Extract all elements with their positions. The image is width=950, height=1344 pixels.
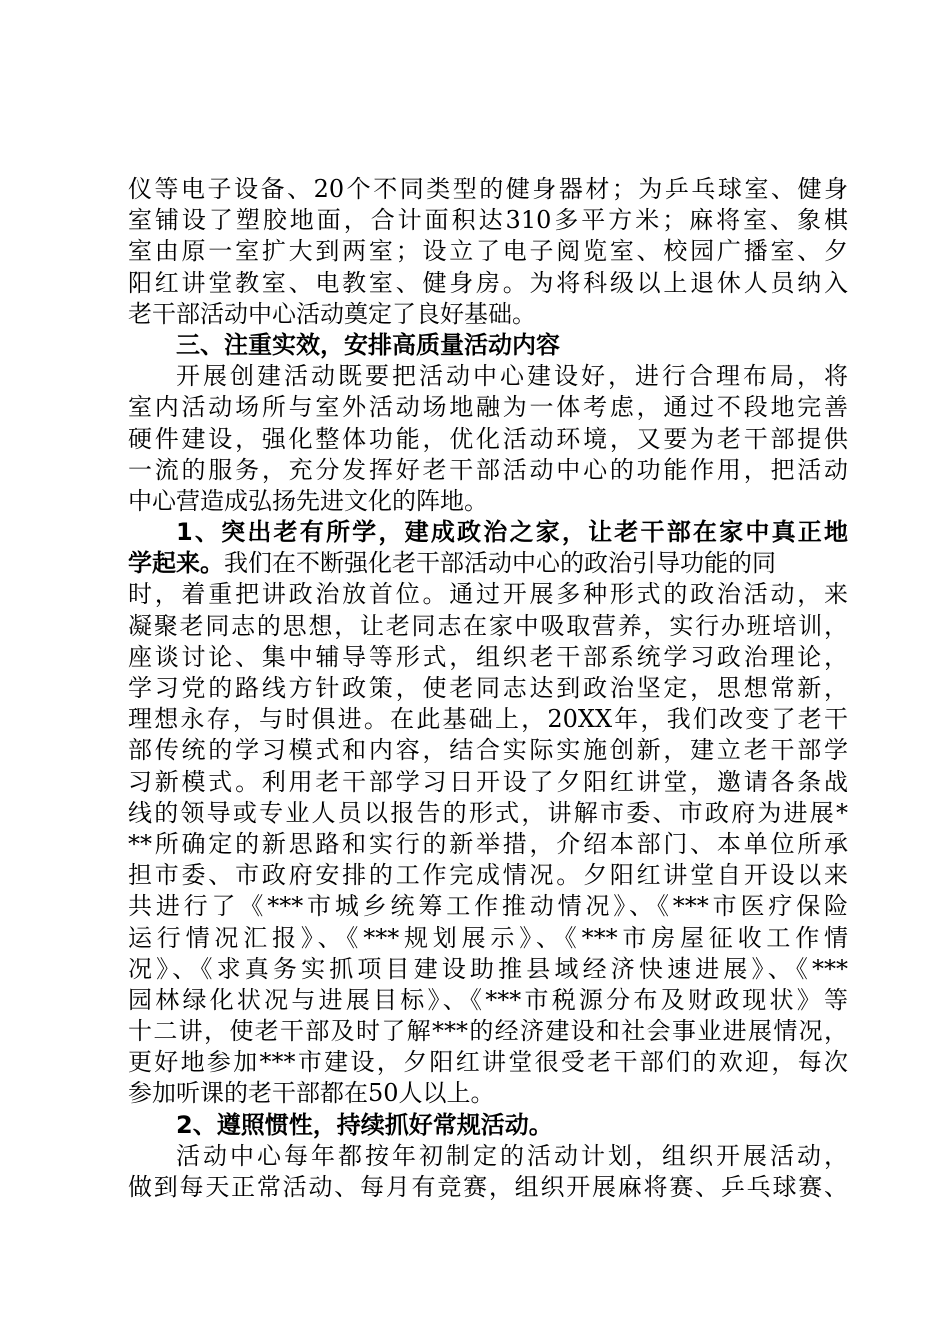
text-line: 共进行了《***市城乡统筹工作推动情况》、《***市医疗保险 <box>128 892 848 921</box>
text-line: 室铺设了塑胶地面，合计面积达310多平方米；麻将室、象棋 <box>128 206 848 235</box>
text-line: 室内活动场所与室外活动场地融为一体考虑，通过不段地完善 <box>128 393 848 422</box>
text-line: 做到每天正常活动、每月有竞赛，组织开展麻将赛、乒乓球赛、 <box>128 1173 848 1201</box>
mixed-line <box>128 548 848 579</box>
text-line: 座谈讨论、集中辅导等形式，组织老干部系统学习政治理论， <box>128 642 848 671</box>
text-line: 部传统的学习模式和内容，结合实际实施创新，建立老干部学 <box>128 736 848 765</box>
text-line: 十二讲，使老干部及时了解***的经济建设和社会事业进展情况， <box>128 1017 848 1046</box>
text-line: 线的领导或专业人员以报告的形式，讲解市委、市政府为进展* <box>128 798 848 827</box>
text-line: 仪等电子设备、20个不同类型的健身器材；为乒乓球室、健身 <box>128 175 848 203</box>
section-heading: 三、注重实效，安排高质量活动内容 <box>176 330 560 359</box>
text-line: 凝聚老同志的思想，让老同志在家中吸取营养，实行办班培训， <box>128 611 848 640</box>
text-line: 开展创建活动既要把活动中心建设好，进行合理布局，将 <box>176 362 848 391</box>
text-line: 参加听课的老干部都在50人以上。 <box>128 1079 495 1108</box>
text-line: 中心营造成弘扬先进文化的阵地。 <box>128 486 488 515</box>
text-line: 硬件建设，强化整体功能，优化活动环境，又要为老干部提供 <box>128 424 848 453</box>
text-line: 一流的服务，充分发挥好老干部活动中心的功能作用，把活动 <box>128 455 848 484</box>
text-line: 活动中心每年都按年初制定的活动计划，组织开展活动， <box>176 1141 848 1170</box>
text-line: 更好地参加***市建设，夕阳红讲堂很受老干部们的欢迎，每次 <box>128 1048 848 1077</box>
text-line: 园林绿化状况与进展目标》、《***市税源分布及财政现状》等 <box>128 985 848 1014</box>
text-line: 室由原一室扩大到两室；设立了电子阅览室、校园广播室、夕 <box>128 237 848 266</box>
text-line: **所确定的新思路和实行的新举措，介绍本部门、本单位所承 <box>128 829 848 858</box>
subheading-line: 1、突出老有所学，建成政治之家，让老干部在家中真正地 <box>176 518 848 547</box>
body-text <box>128 174 848 1203</box>
text-line: 阳红讲堂教室、电教室、健身房。为将科级以上退休人员纳入 <box>128 268 848 297</box>
text-line: 习新模式。利用老干部学习日开设了夕阳红讲堂，邀请各条战 <box>128 767 848 796</box>
text-line: 担市委、市政府安排的工作完成情况。夕阳红讲堂自开设以来 <box>128 861 848 890</box>
text-line: 况》、《求真务实抓项目建设助推县域经济快速进展》、《*** <box>128 954 848 983</box>
text-line: 理想永存，与时俱进。在此基础上，20XX年，我们改变了老干 <box>128 705 848 734</box>
subheading-line: 2、遵照惯性，持续抓好常规活动。 <box>176 1110 553 1139</box>
subheading-tail: 学起来。 <box>128 549 224 578</box>
text-line: 我们在不断强化老干部活动中心的政治引导功能的同 <box>224 549 776 578</box>
text-line: 运行情况汇报》、《***规划展示》、《***市房屋征收工作情 <box>128 923 848 952</box>
text-line: 时，着重把讲政治放首位。通过开展多种形式的政治活动，来 <box>128 580 848 609</box>
text-line: 学习党的路线方针政策，使老同志达到政治坚定，思想常新， <box>128 674 848 702</box>
text-line: 老干部活动中心活动奠定了良好基础。 <box>128 299 536 328</box>
